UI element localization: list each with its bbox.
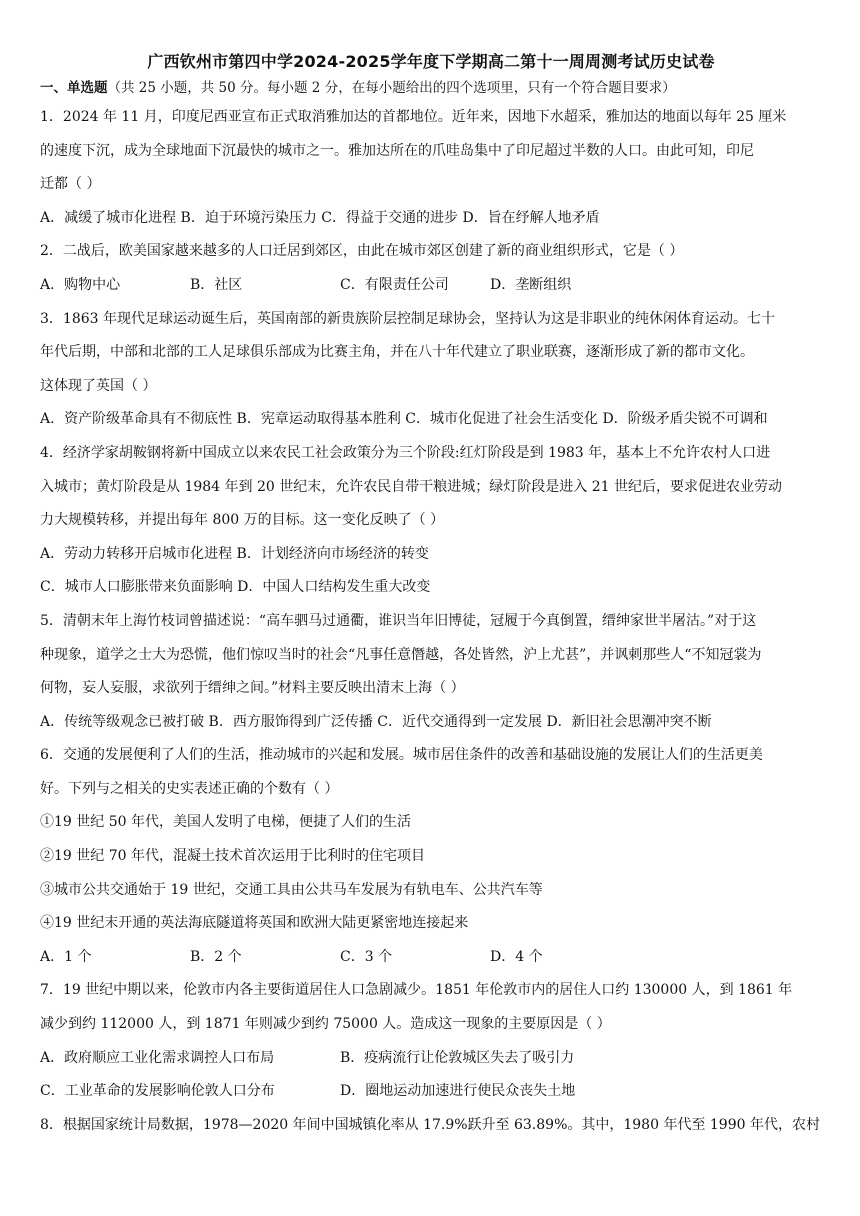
exam-title: 广西钦州市第四中学2024-2025学年度下学期高二第十一周周测考试历史试卷 bbox=[147, 52, 715, 71]
statement-4: ④19 世纪末开通的英法海底隧道将英国和欧洲大陆更紧密地连接起来 bbox=[40, 915, 469, 932]
question-6 bbox=[40, 739, 822, 974]
section-note: （共 25 小题，共 50 分。每小题 2 分，在每小题给出的四个选项里，只有一个符合题目要求） bbox=[107, 80, 676, 96]
question-line: 何物，妄人妄服，求欲列于缙绅之间。”材料主要反映出清末上海（ ） bbox=[40, 680, 465, 697]
question-line: 力大规模转移，并提出每年 800 万的目标。这一变化反映了（ ） bbox=[40, 512, 445, 529]
option-b: B．疫病流行让伦敦城区失去了吸引力 bbox=[340, 1049, 575, 1066]
question-line: 减少到约 112000 人，到 1871 年则减少到约 75000 人。造成这一现象的主要原因是（ ） bbox=[40, 1016, 611, 1033]
statement-3: ③城市公共交通始于 19 世纪，交通工具由公共马车发展为有轨电车、公共汽车等 bbox=[40, 881, 543, 898]
question-line: 入城市；黄灯阶段是从 1984 年到 20 世纪末，允许农民自带干粮进城；绿灯阶段是进入 21 世纪后，要求促进农业劳动 bbox=[40, 478, 782, 495]
question-line: 这体现了英国（ ） bbox=[40, 377, 157, 394]
options-row bbox=[40, 269, 822, 303]
question-line: 迁都（ ） bbox=[40, 176, 101, 193]
options-row bbox=[40, 941, 822, 975]
option-a: A．政府顺应工业化需求调控人口布局 bbox=[40, 1049, 275, 1066]
question-line: 种现象，道学之士大为恐慌，他们惊叹当时的社会“凡事任意僭越，各处皆然，沪上尤甚”，并讽刺那些人“不知冠裳为 bbox=[40, 646, 762, 663]
options-line: A．劳动力转移开启城市化进程 B．计划经济向市场经济的转变 bbox=[40, 545, 429, 562]
options-line: A．传统等级观念已被打破 B．西方服饰得到广泛传播 C．近代交通得到一定发展 D．新旧社会思潮冲突不断 bbox=[40, 713, 712, 730]
option-a: A．1 个 bbox=[40, 948, 92, 965]
options-line: C．城市人口膨胀带来负面影响 D．中国人口结构发生重大改变 bbox=[40, 579, 431, 596]
option-c: C．3 个 bbox=[340, 948, 393, 965]
section-heading bbox=[40, 76, 822, 101]
question-8 bbox=[40, 1109, 822, 1143]
question-line: 4．经济学家胡鞍钢将新中国成立以来农民工社会政策分为三个阶段:红灯阶段是到 1983 年，基本上不允许农村人口进 bbox=[40, 444, 771, 461]
options-line: A．减缓了城市化进程 B．迫于环境污染压力 C．得益于交通的进步 D．旨在纾解人地矛盾 bbox=[40, 209, 600, 226]
question-line: 5．清朝末年上海竹枝词曾描述说：“高车驷马过通衢，谁识当年旧博徒，冠履于今真倒置，缙绅家世半屠沽。”对于这 bbox=[40, 612, 757, 629]
question-line: 6．交通的发展便利了人们的生活，推动城市的兴起和发展。城市居住条件的改善和基础设施的发展让人们的生活更美 bbox=[40, 747, 763, 764]
question-line: 8．根据国家统计局数据，1978—2020 年间中国城镇化率从 17.9%跃升至 63.89%。其中，1980 年代至 1990 年代，农村 bbox=[40, 1116, 820, 1133]
question-line: 2．二战后，欧美国家越来越多的人口迁居到郊区，由此在城市郊区创建了新的商业组织形式，它是（ ） bbox=[40, 243, 684, 260]
question-4 bbox=[40, 437, 822, 605]
question-line: 3．1863 年现代足球运动诞生后，英国南部的新贵族阶层控制足球协会，坚持认为这是非职业的纯休闲体育运动。七十 bbox=[40, 310, 775, 327]
question-line: 1．2024 年 11 月，印度尼西亚宣布正式取消雅加达的首都地位。近年来，因地下水超采，雅加达的地面以每年 25 厘米 bbox=[40, 109, 787, 125]
question-line: 年代后期，中部和北部的工人足球俱乐部成为比赛主角，并在八十年代建立了职业联赛，逐渐形成了新的都市文化。 bbox=[40, 344, 754, 361]
question-2 bbox=[40, 235, 822, 302]
question-5 bbox=[40, 605, 822, 739]
options-line: A．资产阶级革命具有不彻底性 B．宪章运动取得基本胜利 C．城市化促进了社会生活变化 D．阶级矛盾尖锐不可调和 bbox=[40, 411, 768, 428]
question-3 bbox=[40, 303, 822, 437]
question-line: 好。下列与之相关的史实表述正确的个数有（ ） bbox=[40, 780, 339, 797]
statement-2: ②19 世纪 70 年代，混凝土技术首次运用于比利时的住宅项目 bbox=[40, 848, 425, 865]
question-line: 的速度下沉，成为全球地面下沉最快的城市之一。雅加达所在的爪哇岛集中了印尼超过半数的人口。由此可知，印尼 bbox=[40, 142, 754, 159]
option-c: C．工业革命的发展影响伦敦人口分布 bbox=[40, 1083, 275, 1100]
question-line: 7．19 世纪中期以来，伦敦市内各主要街道居住人口急剧减少。1851 年伦敦市内的居住人口约 130000 人，到 1861 年 bbox=[40, 982, 793, 999]
options-row bbox=[40, 1075, 822, 1109]
option-c: C．有限责任公司 bbox=[340, 276, 449, 293]
option-d: D．圈地运动加速进行使民众丧失土地 bbox=[340, 1083, 576, 1100]
option-d: D．4 个 bbox=[490, 948, 543, 965]
option-d: D．垄断组织 bbox=[490, 276, 572, 293]
option-a: A．购物中心 bbox=[40, 276, 121, 293]
statement-1: ①19 世纪 50 年代，美国人发明了电梯，便捷了人们的生活 bbox=[40, 814, 411, 831]
section-heading-label: 一、单选题 bbox=[40, 80, 108, 96]
option-b: B．2 个 bbox=[190, 948, 242, 965]
option-b: B．社区 bbox=[190, 276, 243, 293]
options-row bbox=[40, 1042, 822, 1076]
exam-page bbox=[40, 50, 822, 1142]
question-7 bbox=[40, 974, 822, 1108]
question-1 bbox=[40, 101, 822, 235]
